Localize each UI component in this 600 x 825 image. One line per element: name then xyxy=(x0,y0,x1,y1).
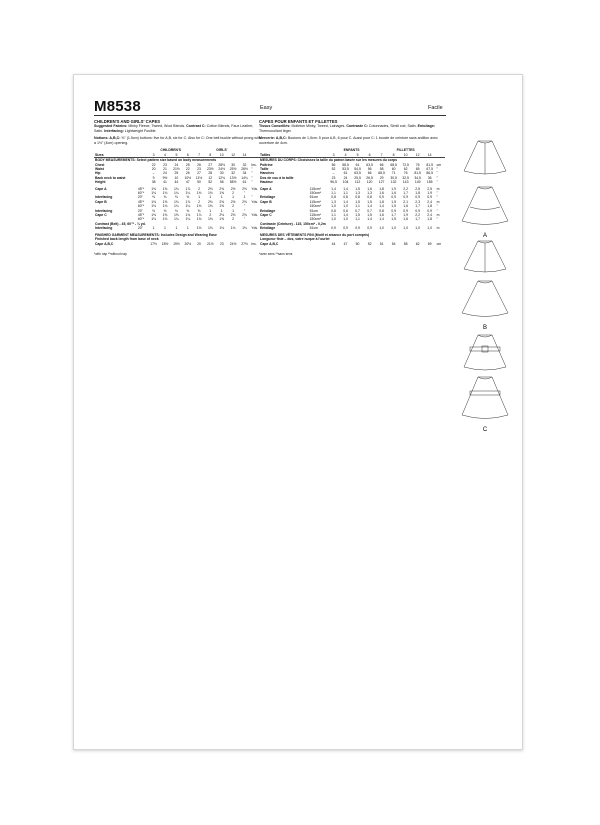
cape-c-back-drawing xyxy=(462,377,508,419)
fr-fabric-row: Entoilage 51cm 0,8 0,8 0,8 0,8 0,9 0,9 0,9 0,9 0,9 " xyxy=(260,195,438,200)
en-heading: CHILDREN'S AND GIRLS' CAPES xyxy=(94,119,161,124)
view-label-c: C xyxy=(482,427,488,433)
en-size-14: 14 xyxy=(239,153,250,158)
en-body-row: Height 38 41 44 47 50 52 56 58½ 61 " xyxy=(95,180,253,185)
fr-body-row: Poitrine 56 58,5 61 63,5 66 68,5 72,5 76 81,5 cm xyxy=(260,162,442,167)
fr-size-3: 3 xyxy=(328,153,340,158)
en-size-7: 7 xyxy=(194,153,205,158)
fr-fabric-row: 150cm* 1,0 1,0 1,1 1,4 1,4 1,5 1,6 1,7 1,8 " xyxy=(309,217,438,222)
fr-body-heading: MESURES DU CORPS: Choisissez la taille du patron basée sur les mesures du corps xyxy=(260,158,397,163)
en-finished-sub: Finished back length from base of neck xyxy=(95,237,159,242)
fr-sizes-row: Tailles 3 4 5 6 7 8 10 12 14 xyxy=(259,153,445,158)
french-column xyxy=(259,119,445,256)
fr-footnote: *avec sens **sans sens xyxy=(259,251,293,256)
fr-heading: CAPES POUR ENFANTS ET FILLETTES xyxy=(259,119,338,124)
fr-size-4: 4 xyxy=(340,153,352,158)
en-body-heading: BODY MEASUREMENTS: Select pattern size based on body measurements xyxy=(95,158,217,163)
fr-finished-heading: MESURES DES VÊTEMENTS FINI (Motif et aisance du port compris) xyxy=(260,232,370,237)
en-group-girls: GIRLS' xyxy=(216,148,228,153)
fr-size-10: 10 xyxy=(400,153,412,158)
fr-body-row: Hauteur 96,5 104 112 120 127 132 143 149 155 " xyxy=(260,180,438,185)
en-body-row: Waist 20 21 21½ 22 23 23½ 24½ 25½ 26½ " xyxy=(95,167,253,171)
fr-body-row: Dos de cou à la taille 23 24 25,5 26,5 29 30,5 32,5 34,5 36 " xyxy=(260,175,438,180)
fr-size-12: 12 xyxy=(412,153,424,158)
cape-b-front-drawing xyxy=(464,241,506,272)
fr-size-7: 7 xyxy=(376,153,388,158)
view-label-a: A xyxy=(482,233,488,239)
fr-group-fillettes: FILLETTES xyxy=(396,148,415,153)
fr-fabric-row: Cape A 115cm* 1,4 1,4 1,5 1,6 1,8 1,9 2,2 2,5 2,5 m xyxy=(260,186,440,191)
fr-finished-row: Cape A,B,C 44 47 50 52 51 54 58 62 69 cm xyxy=(260,241,442,246)
en-size-10: 10 xyxy=(216,153,227,158)
en-footnote: *with nap **without nap xyxy=(94,251,127,256)
fr-fabric-row: Cape C 115cm* 1,1 1,4 1,5 1,5 1,6 1,7 1,9 2,2 2,4 m xyxy=(260,213,440,218)
fr-group-enfants: ENFANTS xyxy=(343,148,360,153)
difficulty-en: Easy xyxy=(260,105,273,111)
fr-fabric-row: 150cm* 1,1 1,1 1,3 1,3 1,6 1,6 1,7 1,8 1,9 " xyxy=(309,191,438,196)
en-fabric-row: 60"* 1⅛ 1⅛ 1¼ 1¼ 1⅜ 1⅜ 1⅝ 2 " xyxy=(137,204,246,209)
en-group-children: CHILDREN'S xyxy=(160,148,181,153)
en-fabric-row: Interfacing 20" ⅜ ⅜ ⅜ ⅜ ⅜ 1 1 1 " xyxy=(95,208,246,213)
fr-size-8: 8 xyxy=(388,153,400,158)
fr-fabric-row: Entoilage 51cm 0,6 0,6 0,7 0,7 0,8 0,9 0,9 0,9 0,9 " xyxy=(260,208,438,213)
en-finished-heading: FINISHED GARMENT MEASUREMENTS: Includes Design and Wearing Ease xyxy=(95,232,217,237)
en-sizes-row: Sizes 3 4 5 6 7 8 10 12 14 xyxy=(94,153,262,158)
en-notions: Notions: A,B,C: ⅝" (1.5cm) buttons: five for A,B, six for C. Also for C: One belt buckle without prong with a 1½" (4cm) opening. xyxy=(94,136,261,145)
cape-a-front-drawing xyxy=(464,141,506,174)
view-label-b: B xyxy=(482,325,488,331)
en-fabric-row: Cape C 45"* 1⅜ 1⅝ 1⅝ 1¾ 1⅞ 2 2⅛ 2⅜ 2⅝ Yds. xyxy=(95,213,259,218)
difficulty-fr: Facile xyxy=(428,105,443,111)
fr-fabric-row: Entoilage 51cm 0,9 0,9 0,9 0,9 1,0 1,0 1,0 1,0 1,0 m xyxy=(260,226,440,231)
cape-b-back-drawing xyxy=(462,281,508,317)
cape-c-front-drawing xyxy=(464,335,506,370)
fr-size-14: 14 xyxy=(424,153,436,158)
en-finished-row: Cape A,B,C 17½ 18½ 19½ 20½ 20 21½ 23 24½ 27½ Ins. xyxy=(95,241,257,246)
pattern-envelope-back xyxy=(73,74,523,750)
en-fabric-row: 60"* 1⅛ 1⅛ 1¼ 1¼ 1⅜ 1⅜ 1⅝ 2 " xyxy=(137,217,246,222)
en-fabric-row: Interfacing 20" 1 1 1 1 1⅛ 1⅛ 1⅛ 1⅛ 1⅛ Yds. xyxy=(95,226,259,231)
fr-fabric-row: Cape B 115cm* 1,3 1,4 1,5 1,5 1,8 1,9 2,1 2,3 2,4 m xyxy=(260,199,440,204)
en-body-row: Hip – 24 25 26 27 28 30 32 34 " xyxy=(95,171,253,176)
en-body-row: Chest 22 23 24 25 26 27 28½ 30 32 Ins. xyxy=(95,162,257,167)
fr-finished-sub: Longueur finie – dos, votre nuque à l'ourlet xyxy=(260,237,330,242)
en-size-4: 4 xyxy=(159,153,170,158)
en-fabric-row: 60"* 1⅛ 1⅛ 1¼ 1¼ 1⅜ 1⅜ 1⅝ 2 " xyxy=(137,191,246,196)
english-column xyxy=(94,119,262,256)
en-size-6: 6 xyxy=(182,153,193,158)
fr-size-table xyxy=(259,148,445,246)
fr-size-6: 6 xyxy=(364,153,376,158)
fr-body-row: Taille 52 53,5 54,5 56 58 60 62 65 67,5 " xyxy=(260,167,438,171)
en-fabrics: Suggested Fabrics: Minky Fleece, Tweed, Wool Blends. Contrast C: Cotton Blends, Faux Leather, Satin. Interfacing: Lightweight Fusible. xyxy=(94,124,254,133)
en-fabric-row: Cape B 45"* 1⅜ 1⅝ 1¾ 1⅞ 2 2⅛ 2⅜ 2½ 2⅝ Yds. xyxy=(95,199,259,204)
en-body-row: Back neck to waist 9 9½ 10 10½ 11½ 12 12¾ 13½ 14¼ " xyxy=(95,175,253,180)
fr-fabric-row: 150cm* 1,0 1,0 1,1 1,4 1,4 1,5 1,6 1,7 1,8 " xyxy=(309,204,438,209)
en-fabric-row: Cape A 45"* 1⅜ 1⅝ 1¾ 1⅞ 2 2⅛ 2⅜ 2½ 2⅝ Yds. xyxy=(95,186,259,191)
fr-fabric-row: Contraste (Ceinture) - 115, 150cm* - 0,2m xyxy=(260,221,326,226)
pattern-number: M8538 xyxy=(94,98,141,115)
fr-body-row: Hanches – 61 63,5 66 68,5 71 76 81,5 86,5 " xyxy=(260,171,438,176)
view-illustrations xyxy=(454,133,516,433)
en-size-table xyxy=(94,148,262,246)
fr-notions: Mercerie: A,B,C: Boutons de 1,5cm: 5 pour A,B, 6 pour C. Aussi pour C: 1 boucle de ceinture sans ardillon avec ouverture de 4cm. xyxy=(259,136,438,145)
fr-size-5: 5 xyxy=(352,153,364,158)
en-size-12: 12 xyxy=(227,153,238,158)
en-fabric-row: Contrast (Belt) - 45, 60"* - ¼ yd. xyxy=(95,221,146,226)
cape-a-back-drawing xyxy=(462,187,508,225)
en-size-5: 5 xyxy=(171,153,182,158)
header-rule xyxy=(94,115,446,116)
fr-fabrics: Tissus Conseillés: Molleton Minky, Tweed, Lainages. Contraste C: Cotonnades, Simili cuir, Satin. Entoilage: Thermocollant léger. xyxy=(259,124,436,133)
en-size-3: 3 xyxy=(148,153,159,158)
en-size-8: 8 xyxy=(205,153,216,158)
en-fabric-row: Interfacing 20" ⅜ ⅜ ⅜ ⅜ 1 1 1 1 1 " xyxy=(95,195,253,200)
